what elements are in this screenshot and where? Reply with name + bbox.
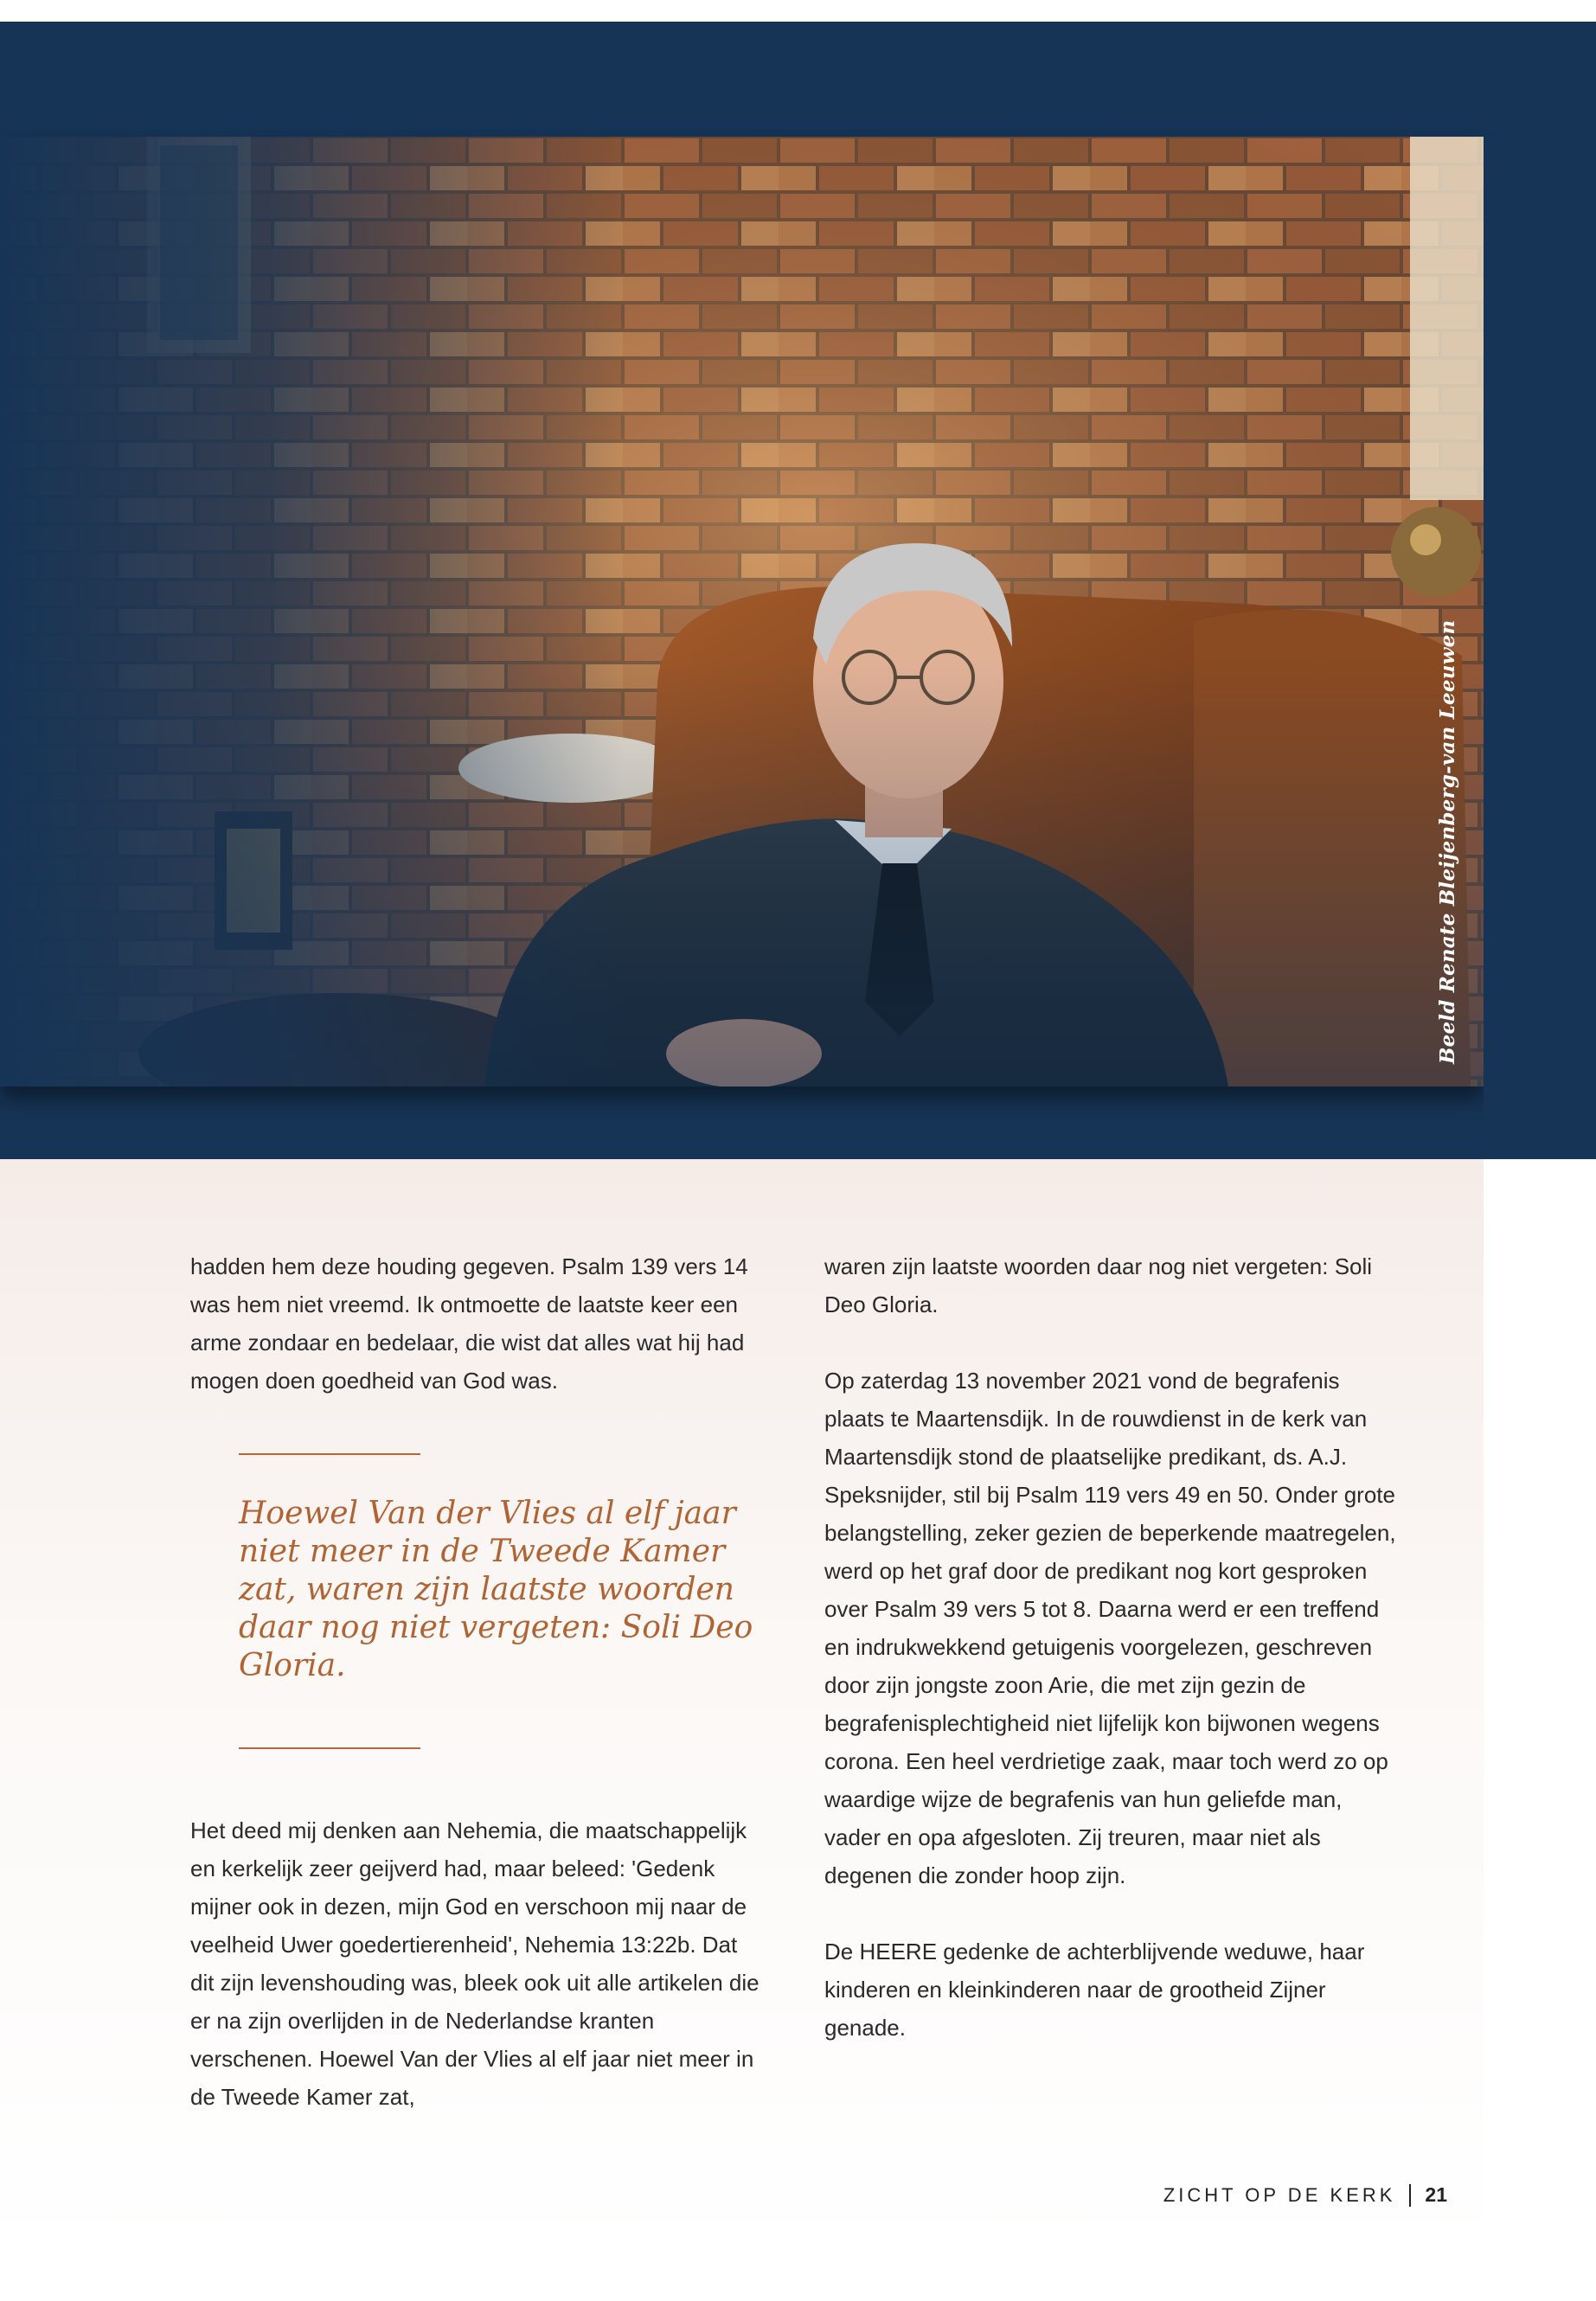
paragraph: Het deed mij denken aan Nehemia, die maatschappelijk en kerkelijk zeer geijverd had, maar beleed: 'Gedenk mijner ook in dezen, mijn God en verschoon mij naar de veelheid Uwer goedertierenheid', Nehemia 13:22b. Dat dit zijn levenshouding was, bleek ook uit alle artikelen die er na zijn overlijden in de Nederlandse kranten verschenen. Hoewel Van der Vlies al elf jaar niet meer in de Tweede Kamer zat, bbox=[190, 1817, 760, 2110]
magazine-name: ZICHT OP DE KERK bbox=[1163, 2183, 1396, 2206]
left-column bbox=[190, 1247, 761, 2116]
portrait-illustration bbox=[0, 137, 1484, 1086]
quote-rule-top bbox=[239, 1453, 420, 1455]
page-number: 21 bbox=[1425, 2183, 1447, 2206]
photo-credit: Beeld Renate Bleijenberg-van Leeuwen bbox=[1436, 619, 1459, 1064]
right-column bbox=[824, 1247, 1404, 2047]
paragraph: hadden hem deze houding gegeven. Psalm 139 vers 14 was hem niet vreemd. Ik ontmoette de laatste keer een arme zondaar en bedelaar, die wist dat alles wat hij had mogen doen goedheid van God was. bbox=[190, 1253, 748, 1394]
footer-divider bbox=[1409, 2184, 1411, 2207]
paragraph: waren zijn laatste woorden daar nog niet vergeten: Soli Deo Gloria. bbox=[824, 1253, 1373, 1317]
right-band bbox=[1484, 137, 1596, 1159]
portrait-photo bbox=[0, 137, 1484, 1086]
paragraph: De HEERE gedenke de achterblijvende weduwe, haar kinderen en kleinkinderen naar de grootheid Zijner genade. bbox=[824, 1939, 1365, 2041]
page-footer bbox=[1163, 2183, 1447, 2207]
paragraph: Op zaterdag 13 november 2021 vond de begrafenis plaats te Maartensdijk. In de rouwdienst in de kerk van Maartensdijk stond de plaatselijke predikant, ds. A.J. Speksnijder, stil bij Psalm 119 vers 49 en 50. Onder grote belangstelling, zeker gezien de beperkende maatregelen, werd op het graf door de predikant nog kort gesproken over Psalm 39 vers 5 tot 8. Daarna werd er een treffend en indrukwekkend getuigenis voorgelezen, geschreven door zijn jongste zoon Arie, die met zijn gezin de begrafenisplechtigheid niet lijfelijk kon bijwonen wegens corona. Een heel verdrietige zaak, maar toch werd zo op waardige wijze de begrafenis van hun geliefde man, vader en opa afgesloten. Zij treuren, maar niet als degenen die zonder hoop zijn. bbox=[824, 1368, 1396, 1888]
pull-quote: Hoewel Van der Vlies al elf jaar niet meer in de Tweede Kamer zat, waren zijn laatste woorden daar nog niet vergeten: Soli Deo Gloria. bbox=[239, 1496, 753, 1683]
